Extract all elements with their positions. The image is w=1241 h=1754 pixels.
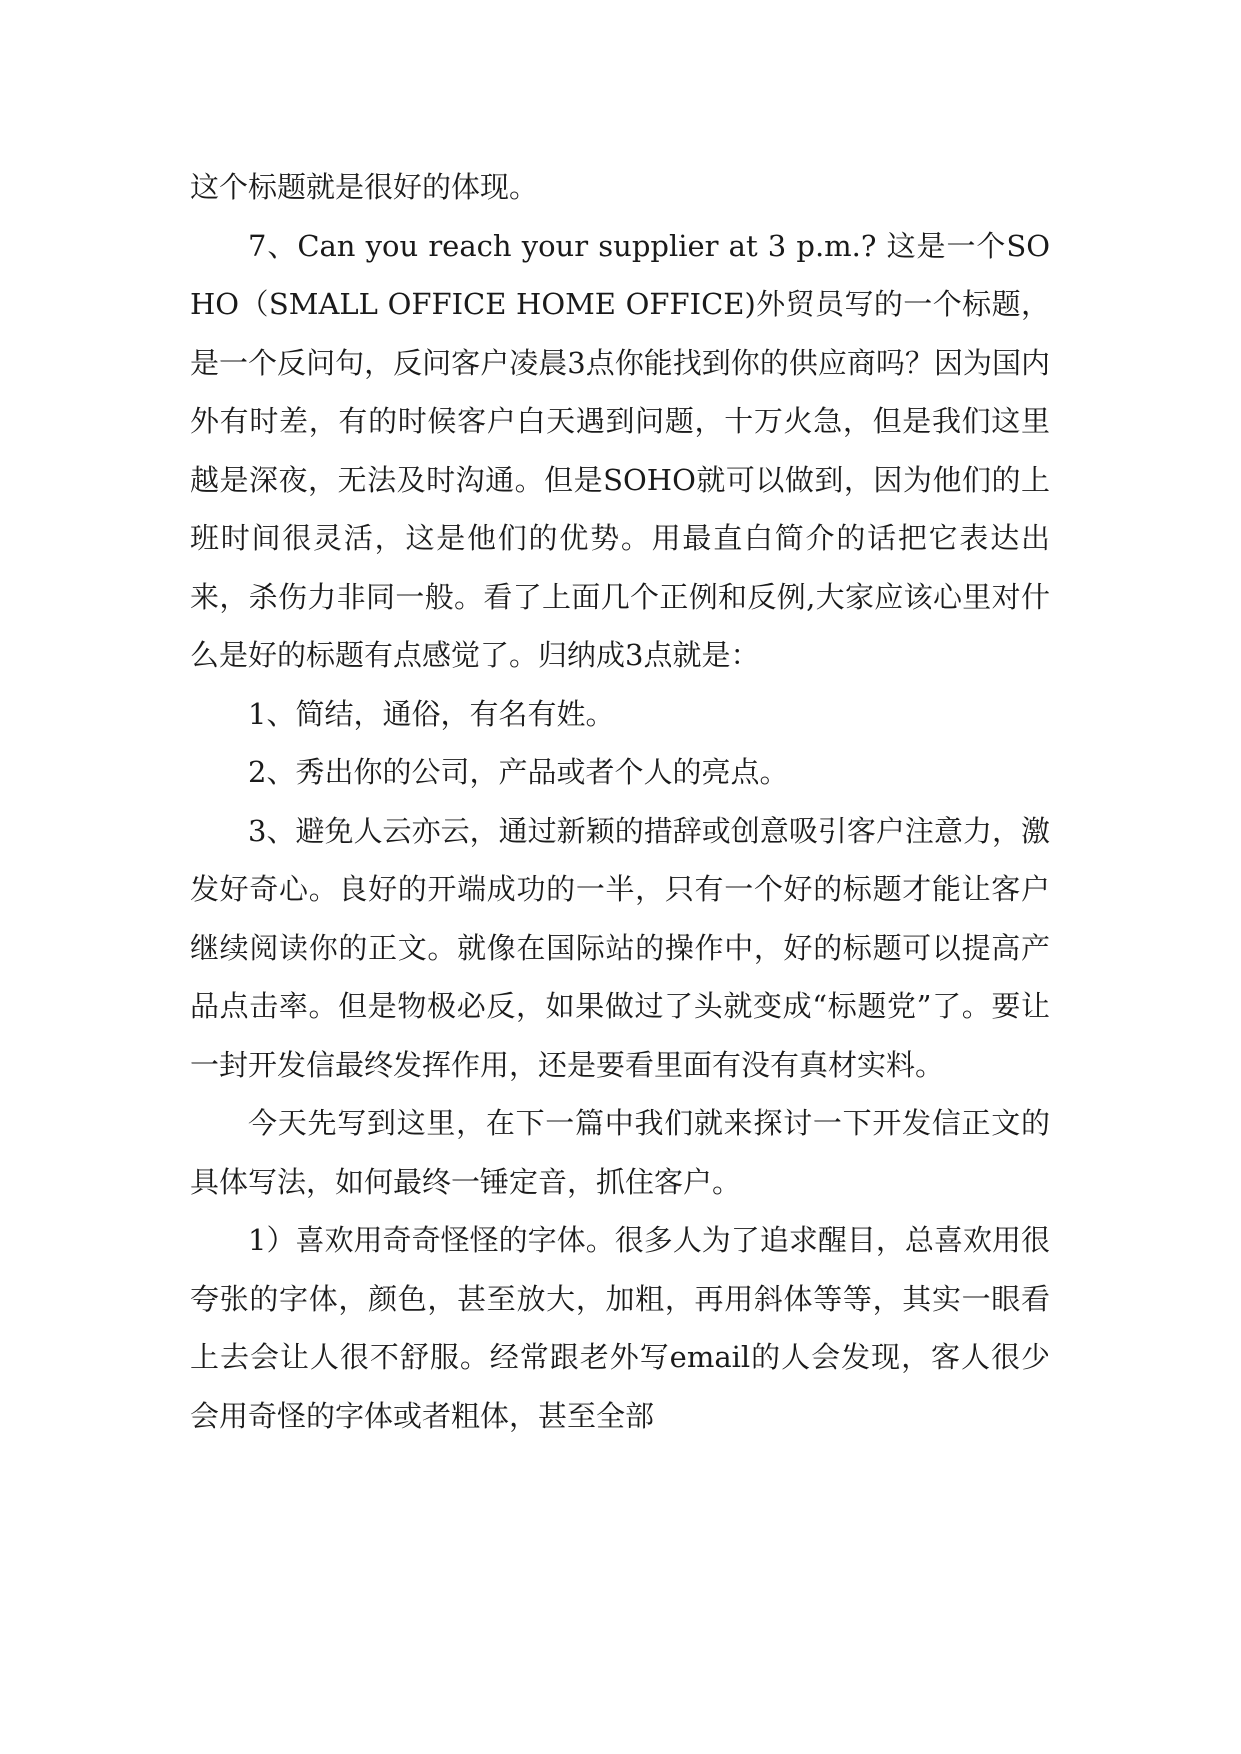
paragraph: 3、避免人云亦云，通过新颖的措辞或创意吸引客户注意力，激发好奇心。良好的开端成功的一半，只有一个好的标题才能让客户继续阅读你的正文。就像在国际站的操作中，好的标题可以提高产品点击率。但是物极必反，如果做过了头就变成“标题党”了。要让一封开发信最终发挥作用，还是要看里面有没有真材实料。	[190, 813, 1050, 1082]
paragraph: 1）喜欢用奇奇怪怪的字体。很多人为了追求醒目，总喜欢用很夸张的字体，颜色，甚至放大，加粗，再用斜体等等，其实一眼看上去会让人很不舒服。经常跟老外写email的人会发现，客人很少会用奇怪的字体或者粗体，甚至全部	[190, 1223, 1050, 1433]
paragraph: 今天先写到这里，在下一篇中我们就来探讨一下开发信正文的具体写法，如何最终一锤定音，抓住客户。	[190, 1106, 1050, 1199]
paragraph: 7、Can you reach your supplier at 3 p.m.? 这是一个SOHO（SMALL OFFICE HOME OFFICE)外贸员写的一个标题，是一个反问句，反问客户凌晨3点你能找到你的供应商吗？因为国内外有时差，有的时候客户白天遇到问题，十万火急，但是我们这里越是深夜，无法及时沟通。但是SOHO就可以做到，因为他们的上班时间很灵活，这是他们的优势。用最直白简介的话把它表达出来，杀伤力非同一般。看了上面几个正例和反例,大家应该心里对什么是好的标题有点感觉了。归纳成3点就是：	[190, 228, 1050, 672]
document-body	[190, 158, 1050, 1445]
paragraph: 2、秀出你的公司，产品或者个人的亮点。	[248, 755, 789, 789]
paragraph: 这个标题就是很好的体现。	[190, 170, 539, 204]
paragraph: 1、简结，通俗，有名有姓。	[248, 696, 615, 731]
